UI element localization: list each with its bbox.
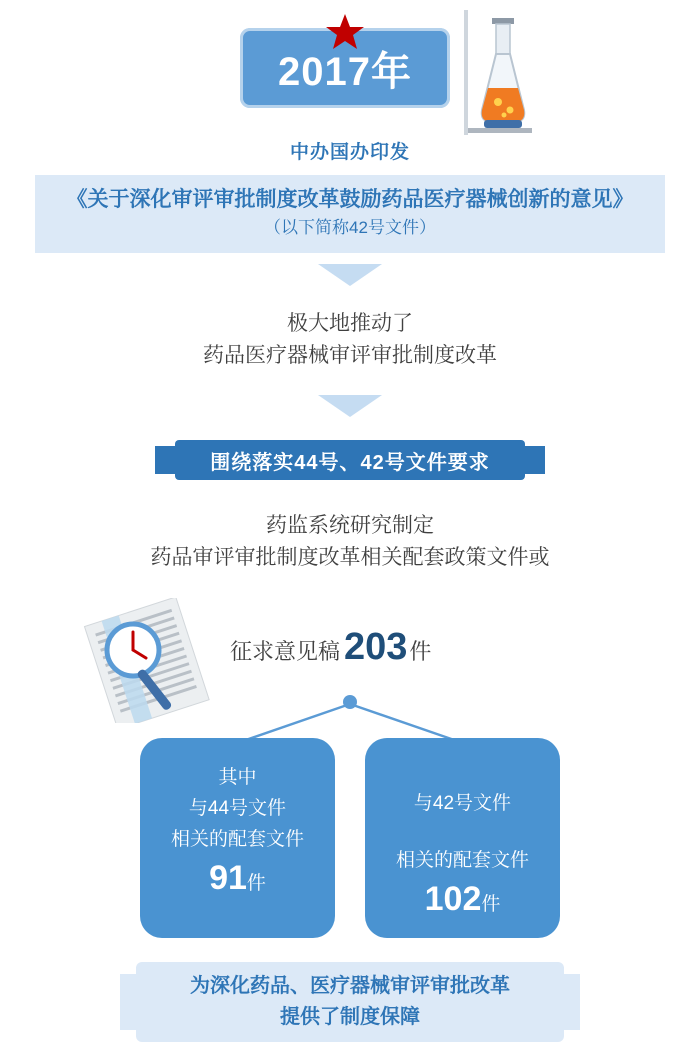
- ribbon-label: 围绕落实44号、42号文件要求: [210, 451, 490, 474]
- body-paragraph: [0, 510, 700, 574]
- card-left-value: 91: [209, 859, 247, 897]
- count-unit: 件: [409, 639, 432, 664]
- total-count-line: [230, 628, 550, 669]
- card-right-value-row: [365, 876, 560, 928]
- card-left-unit: 件: [246, 873, 266, 894]
- ribbon-main: [175, 440, 525, 480]
- body-line-2: 药品审评审批制度改革相关配套政策文件或: [150, 546, 550, 569]
- card-44-documents: [140, 738, 335, 938]
- card-left-line-2: 与44号文件: [188, 798, 287, 819]
- count-label: 征求意见稿: [230, 639, 341, 664]
- card-left-line-1: 其中: [218, 767, 257, 788]
- document-title: 《关于深化审评审批制度改革鼓励药品医疗器械创新的意见》: [66, 188, 634, 211]
- year-banner-wrapper: [240, 28, 450, 108]
- count-value: 203: [344, 626, 408, 668]
- footer-banner: [120, 962, 580, 1042]
- card-right-line-2: 相关的配套文件: [395, 850, 529, 871]
- ribbon-banner: [155, 440, 545, 480]
- card-right-value: 102: [424, 880, 482, 918]
- document-alias: （以下简称42号文件）: [264, 218, 436, 237]
- year-label: 2017年: [278, 49, 412, 94]
- red-star-icon: [325, 12, 365, 52]
- down-arrow-icon-1: [318, 264, 382, 286]
- laboratory-flask-icon: [462, 10, 542, 135]
- footer-main: [136, 962, 564, 1042]
- footer-line-1: 为深化药品、医疗器械审评审批改革: [190, 975, 510, 997]
- document-title-bar: [35, 175, 665, 253]
- body-line-1: 药监系统研究制定: [266, 514, 434, 537]
- down-arrow-icon-2: [318, 395, 382, 417]
- effect-line-2: 药品医疗器械审评审批制度改革: [203, 344, 497, 367]
- footer-line-2: 提供了制度保障: [280, 1006, 420, 1028]
- card-right-unit: 件: [481, 894, 501, 915]
- card-42-documents: [365, 738, 560, 938]
- card-left-line-3: 相关的配套文件: [170, 829, 304, 850]
- card-right-line-1: 与42号文件: [413, 793, 512, 814]
- issuer-label: 中办国办印发: [289, 142, 410, 163]
- effect-paragraph: [0, 308, 700, 372]
- card-left-value-row: [140, 855, 335, 907]
- effect-line-1: 极大地推动了: [287, 312, 413, 335]
